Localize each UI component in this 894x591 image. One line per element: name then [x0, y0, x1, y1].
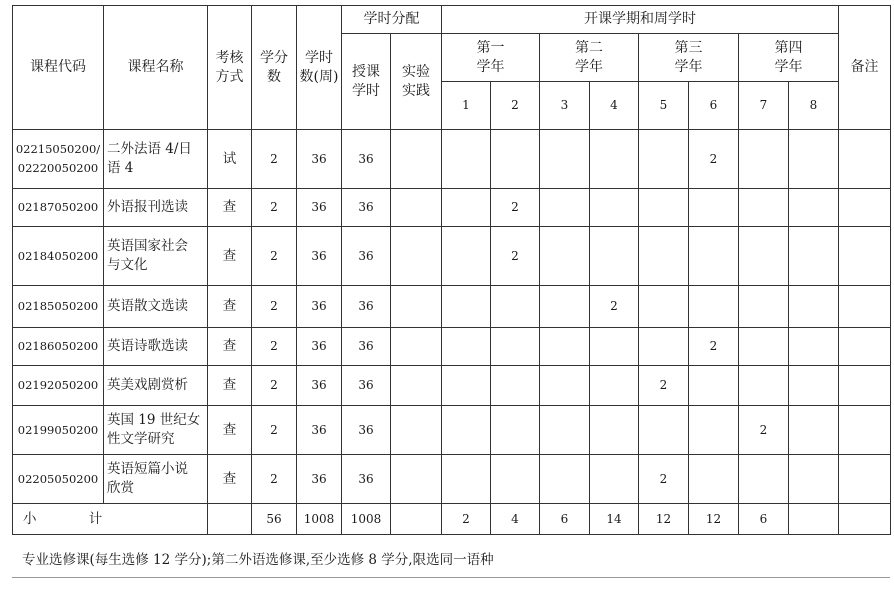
header-hours: 学时 数(周) [297, 6, 342, 130]
subtotal-hours: 1008 [297, 504, 342, 535]
term-7-hours [739, 286, 789, 328]
header-schedule: 开课学期和周学时 [442, 6, 839, 34]
term-4-hours [590, 455, 639, 504]
term-8-hours [789, 189, 839, 227]
course-name: 二外法语 4/日 语 4 [104, 130, 208, 189]
term-3-hours [540, 366, 590, 406]
term-7-hours [739, 366, 789, 406]
term-1-hours [442, 286, 491, 328]
term-5-hours [639, 227, 689, 286]
term-1-hours [442, 189, 491, 227]
subtotal-term-1: 2 [442, 504, 491, 535]
course-table [12, 5, 891, 535]
remark [839, 406, 891, 455]
term-8-hours [789, 366, 839, 406]
term-6-hours [689, 227, 739, 286]
hours: 36 [297, 286, 342, 328]
term-4-hours [590, 406, 639, 455]
term-1-hours [442, 366, 491, 406]
term-6-hours [689, 366, 739, 406]
course-code: 02186050200 [13, 328, 104, 366]
header-year-4: 第四 学年 [739, 34, 839, 82]
subtotal-remark [839, 504, 891, 535]
header-term-7: 7 [739, 82, 789, 130]
table-row [13, 286, 891, 328]
header-year-2: 第二 学年 [540, 34, 639, 82]
lecture-hours: 36 [342, 227, 391, 286]
lab-hours [391, 189, 442, 227]
header-term-8: 8 [789, 82, 839, 130]
course-name: 英国 19 世纪女 性文学研究 [104, 406, 208, 455]
term-8-hours [789, 227, 839, 286]
table-row [13, 455, 891, 504]
term-3-hours [540, 406, 590, 455]
lab-hours [391, 227, 442, 286]
lab-hours [391, 328, 442, 366]
term-7-hours [739, 189, 789, 227]
table-row [13, 189, 891, 227]
lecture-hours: 36 [342, 286, 391, 328]
header-year-3: 第三 学年 [639, 34, 739, 82]
term-7-hours [739, 227, 789, 286]
remark [839, 286, 891, 328]
course-name: 英语短篇小说 欣赏 [104, 455, 208, 504]
course-code: 02184050200 [13, 227, 104, 286]
header-row-1 [13, 6, 891, 34]
remark [839, 227, 891, 286]
term-6-hours [689, 406, 739, 455]
term-1-hours [442, 406, 491, 455]
remark [839, 130, 891, 189]
term-2-hours [491, 455, 540, 504]
header-term-2: 2 [491, 82, 540, 130]
course-name: 英语国家社会 与文化 [104, 227, 208, 286]
subtotal-lab [391, 504, 442, 535]
term-4-hours [590, 189, 639, 227]
header-alloc: 学时分配 [342, 6, 442, 34]
term-5-hours [639, 328, 689, 366]
exam-type: 试 [208, 130, 252, 189]
subtotal-lecture: 1008 [342, 504, 391, 535]
lab-hours [391, 130, 442, 189]
subtotal-term-3: 6 [540, 504, 590, 535]
footnote: 专业选修课(每生选修 12 学分);第二外语选修课,至少选修 8 学分,限选同一语种 [22, 552, 494, 568]
hours: 36 [297, 455, 342, 504]
term-3-hours [540, 189, 590, 227]
term-4-hours: 2 [590, 286, 639, 328]
course-code: 02199050200 [13, 406, 104, 455]
hours: 36 [297, 130, 342, 189]
subtotal-term-5: 12 [639, 504, 689, 535]
header-term-1: 1 [442, 82, 491, 130]
credit: 2 [252, 189, 297, 227]
subtotal-term-4: 14 [590, 504, 639, 535]
term-4-hours [590, 366, 639, 406]
term-5-hours: 2 [639, 366, 689, 406]
course-code: 02187050200 [13, 189, 104, 227]
term-8-hours [789, 130, 839, 189]
term-2-hours: 2 [491, 189, 540, 227]
course-code: 02205050200 [13, 455, 104, 504]
hours: 36 [297, 328, 342, 366]
header-remark: 备注 [839, 6, 891, 130]
term-3-hours [540, 130, 590, 189]
term-2-hours [491, 366, 540, 406]
subtotal-term-8 [789, 504, 839, 535]
table-row [13, 130, 891, 189]
course-name: 英美戏剧赏析 [104, 366, 208, 406]
header-term-4: 4 [590, 82, 639, 130]
lecture-hours: 36 [342, 455, 391, 504]
term-5-hours [639, 130, 689, 189]
term-8-hours [789, 455, 839, 504]
hours: 36 [297, 406, 342, 455]
lecture-hours: 36 [342, 366, 391, 406]
header-term-5: 5 [639, 82, 689, 130]
term-4-hours [590, 130, 639, 189]
header-credit: 学分 数 [252, 6, 297, 130]
term-4-hours [590, 328, 639, 366]
credit: 2 [252, 227, 297, 286]
lecture-hours: 36 [342, 328, 391, 366]
hours: 36 [297, 366, 342, 406]
term-3-hours [540, 455, 590, 504]
exam-type: 查 [208, 286, 252, 328]
table-row [13, 328, 891, 366]
table-row [13, 406, 891, 455]
credit: 2 [252, 366, 297, 406]
subtotal-credit: 56 [252, 504, 297, 535]
term-8-hours [789, 406, 839, 455]
subtotal-exam [208, 504, 252, 535]
credit: 2 [252, 328, 297, 366]
term-7-hours [739, 455, 789, 504]
lecture-hours: 36 [342, 406, 391, 455]
term-2-hours: 2 [491, 227, 540, 286]
term-7-hours: 2 [739, 406, 789, 455]
term-5-hours [639, 286, 689, 328]
subtotal-label: 小 计 [13, 504, 208, 535]
bottom-rule [12, 577, 890, 578]
lecture-hours: 36 [342, 130, 391, 189]
term-1-hours [442, 130, 491, 189]
term-1-hours [442, 227, 491, 286]
credit: 2 [252, 455, 297, 504]
lab-hours [391, 455, 442, 504]
exam-type: 查 [208, 189, 252, 227]
course-name: 外语报刊选读 [104, 189, 208, 227]
lab-hours [391, 366, 442, 406]
term-6-hours [689, 189, 739, 227]
term-6-hours [689, 286, 739, 328]
exam-type: 查 [208, 406, 252, 455]
exam-type: 查 [208, 227, 252, 286]
exam-type: 查 [208, 455, 252, 504]
hours: 36 [297, 227, 342, 286]
term-7-hours [739, 328, 789, 366]
term-7-hours [739, 130, 789, 189]
term-8-hours [789, 286, 839, 328]
term-4-hours [590, 227, 639, 286]
term-3-hours [540, 286, 590, 328]
header-name: 课程名称 [104, 6, 208, 130]
term-5-hours [639, 406, 689, 455]
term-6-hours: 2 [689, 328, 739, 366]
course-code: 02192050200 [13, 366, 104, 406]
term-5-hours [639, 189, 689, 227]
credit: 2 [252, 286, 297, 328]
term-8-hours [789, 328, 839, 366]
header-year-1: 第一 学年 [442, 34, 540, 82]
credit: 2 [252, 130, 297, 189]
course-name: 英语诗歌选读 [104, 328, 208, 366]
table-row [13, 366, 891, 406]
header-term-3: 3 [540, 82, 590, 130]
term-2-hours [491, 130, 540, 189]
term-2-hours [491, 328, 540, 366]
lab-hours [391, 286, 442, 328]
subtotal-term-6: 12 [689, 504, 739, 535]
exam-type: 查 [208, 366, 252, 406]
remark [839, 189, 891, 227]
subtotal-term-7: 6 [739, 504, 789, 535]
term-1-hours [442, 328, 491, 366]
header-lecture: 授课 学时 [342, 34, 391, 130]
header-exam: 考核 方式 [208, 6, 252, 130]
course-code: 02185050200 [13, 286, 104, 328]
term-2-hours [491, 406, 540, 455]
credit: 2 [252, 406, 297, 455]
course-name: 英语散文选读 [104, 286, 208, 328]
lecture-hours: 36 [342, 189, 391, 227]
hours: 36 [297, 189, 342, 227]
subtotal-row [13, 504, 891, 535]
header-lab: 实验 实践 [391, 34, 442, 130]
lab-hours [391, 406, 442, 455]
remark [839, 328, 891, 366]
term-6-hours [689, 455, 739, 504]
term-3-hours [540, 227, 590, 286]
term-2-hours [491, 286, 540, 328]
remark [839, 366, 891, 406]
term-5-hours: 2 [639, 455, 689, 504]
term-6-hours: 2 [689, 130, 739, 189]
subtotal-term-2: 4 [491, 504, 540, 535]
header-code: 课程代码 [13, 6, 104, 130]
remark [839, 455, 891, 504]
term-1-hours [442, 455, 491, 504]
table-row [13, 227, 891, 286]
exam-type: 查 [208, 328, 252, 366]
header-term-6: 6 [689, 82, 739, 130]
term-3-hours [540, 328, 590, 366]
course-code: 02215050200/ 02220050200 [13, 130, 104, 189]
